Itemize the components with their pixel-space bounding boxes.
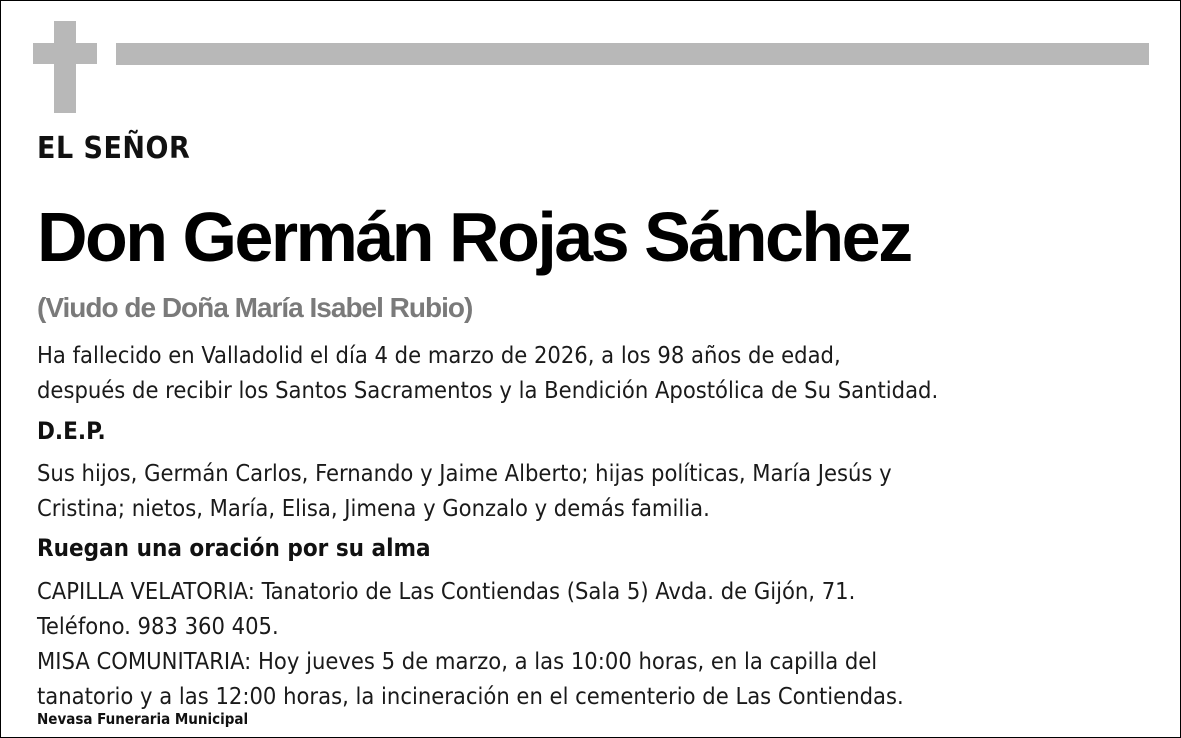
cross-vertical: [54, 21, 76, 113]
funeral-home: Nevasa Funeraria Municipal: [37, 710, 249, 728]
text-line: tanatorio y a las 12:00 horas, la incineración en el cementerio de Las Contiendas.: [37, 682, 904, 710]
text-line: CAPILLA VELATORIA: Tanatorio de Las Contiendas (Sala 5) Avda. de Gijón, 71.: [37, 577, 856, 605]
family-paragraph: [37, 456, 892, 526]
text-line: Cristina; nietos, María, Elisa, Jimena y Gonzalo y demás familia.: [37, 494, 710, 522]
cross-horizontal: [33, 43, 97, 64]
header-bar: [116, 43, 1149, 65]
deceased-name: Don Germán Rojas Sánchez: [37, 198, 911, 276]
death-announcement: [37, 338, 938, 408]
text-line: Teléfono. 983 360 405.: [37, 612, 279, 640]
cross-icon: [33, 21, 97, 113]
text-line: Ha fallecido en Valladolid el día 4 de marzo de 2026, a los 98 años de edad,: [37, 341, 841, 369]
text-line: después de recibir los Santos Sacramentos y la Bendición Apostólica de Su Santidad.: [37, 376, 939, 404]
heading: EL SEÑOR: [37, 131, 191, 166]
rip-label: D.E.P.: [37, 417, 106, 445]
text-line: Sus hijos, Germán Carlos, Fernando y Jaime Alberto; hijas políticas, María Jesús y: [37, 459, 892, 487]
subtitle: (Viudo de Doña María Isabel Rubio): [37, 292, 473, 323]
service-details: [37, 574, 904, 714]
prayer-request: Ruegan una oración por su alma: [37, 534, 431, 562]
text-line: MISA COMUNITARIA: Hoy jueves 5 de marzo, a las 10:00 horas, en la capilla del: [37, 647, 878, 675]
